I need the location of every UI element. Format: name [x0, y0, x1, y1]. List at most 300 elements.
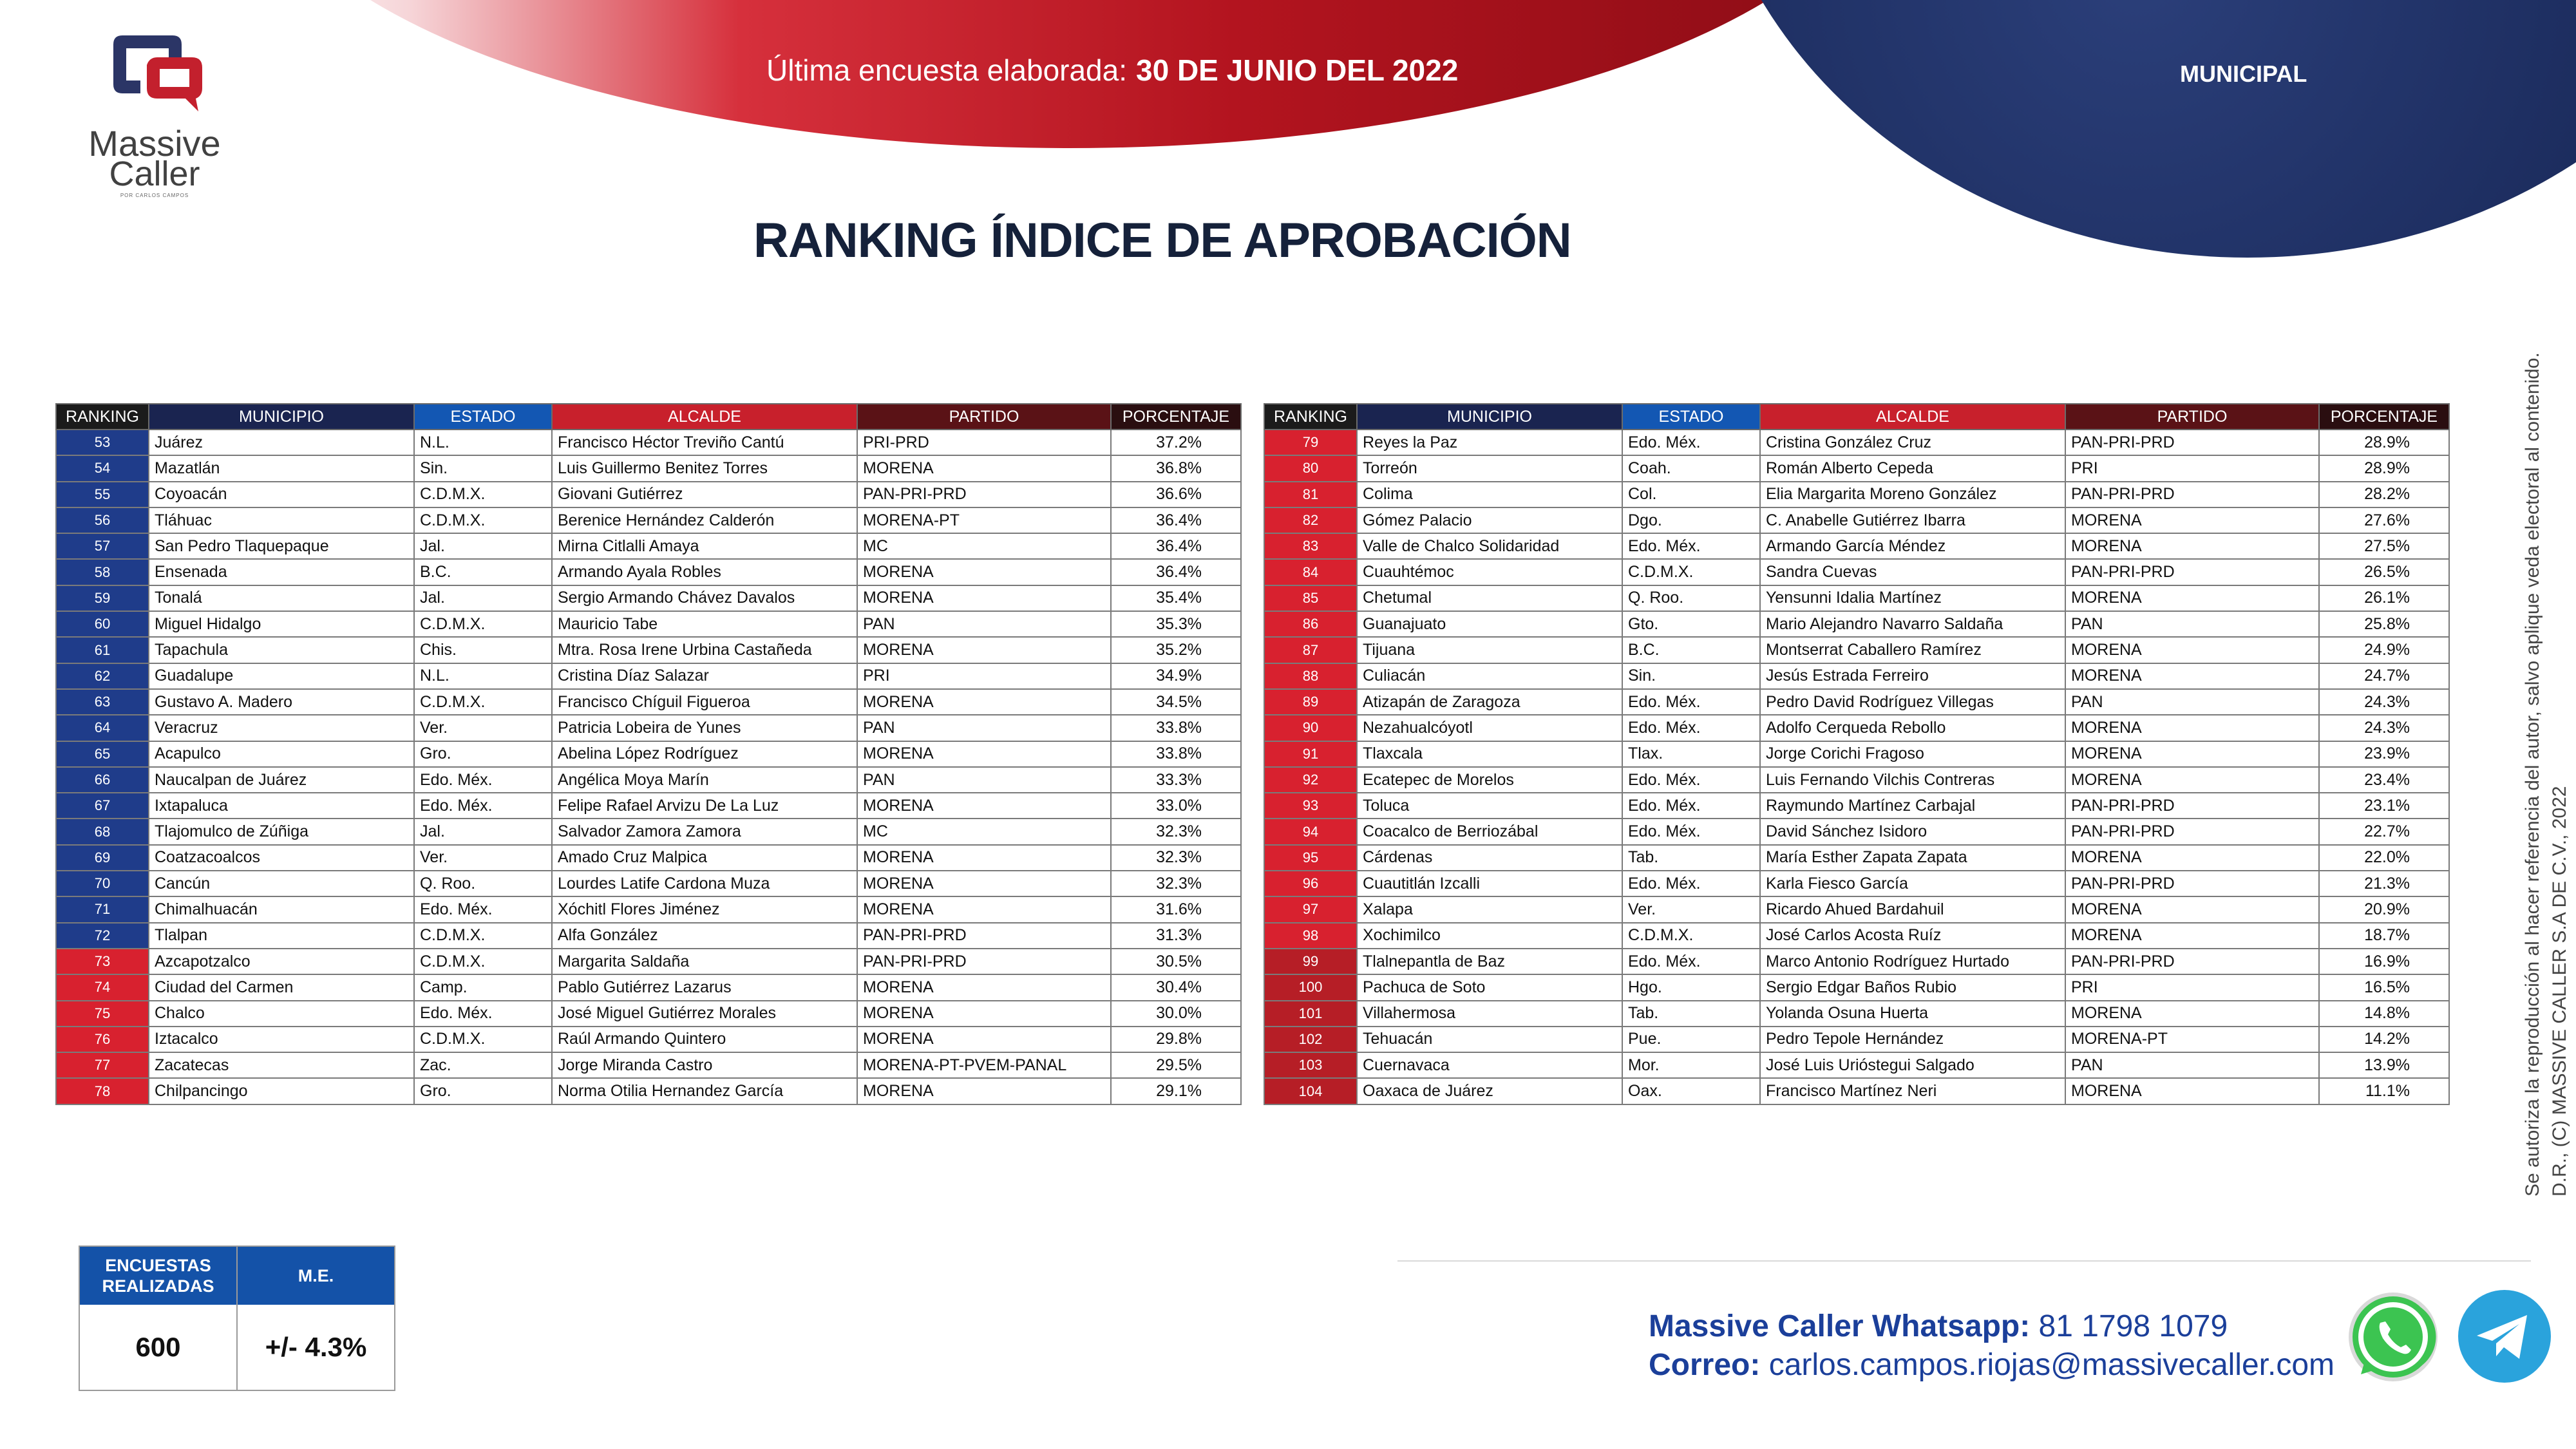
municipio-cell: Chalco — [149, 1001, 414, 1027]
municipio-cell: Villahermosa — [1357, 1001, 1622, 1027]
municipio-cell: Oaxaca de Juárez — [1357, 1078, 1622, 1104]
col-porcentaje-header: PORCENTAJE — [1111, 404, 1241, 430]
porcentaje-cell: 16.5% — [2319, 974, 2449, 1000]
municipio-cell: Tlalpan — [149, 923, 414, 949]
table-row — [1264, 1001, 2449, 1027]
porcentaje-cell: 35.2% — [1111, 637, 1241, 663]
rank-cell: 69 — [56, 845, 149, 871]
porcentaje-cell: 24.9% — [2319, 637, 2449, 663]
rank-cell: 78 — [56, 1078, 149, 1104]
municipio-cell: Veracruz — [149, 715, 414, 741]
table-row — [56, 611, 1241, 637]
municipio-cell: Chetumal — [1357, 585, 1622, 611]
rank-cell: 91 — [1264, 741, 1357, 767]
municipio-cell: San Pedro Tlaquepaque — [149, 533, 414, 559]
rank-cell: 96 — [1264, 871, 1357, 896]
contact-info — [1649, 1307, 2334, 1385]
municipio-cell: Juárez — [149, 430, 414, 455]
alcalde-cell: Mirna Citlalli Amaya — [552, 533, 857, 559]
survey-date: 30 DE JUNIO DEL 2022 — [1136, 53, 1459, 87]
partido-cell: MORENA — [857, 845, 1111, 871]
alcalde-cell: María Esther Zapata Zapata — [1760, 845, 2065, 871]
alcalde-cell: Francisco Martínez Neri — [1760, 1078, 2065, 1104]
rank-cell: 58 — [56, 559, 149, 585]
rank-cell: 100 — [1264, 974, 1357, 1000]
alcalde-cell: Raúl Armando Quintero — [552, 1027, 857, 1052]
partido-cell: PAN — [2065, 1052, 2319, 1078]
table-row — [1264, 637, 2449, 663]
municipio-cell: Chimalhuacán — [149, 896, 414, 922]
margin-error-value: +/- 4.3% — [236, 1305, 394, 1390]
rank-cell: 82 — [1264, 507, 1357, 533]
alcalde-cell: Luis Guillermo Benitez Torres — [552, 455, 857, 481]
municipio-cell: Ensenada — [149, 559, 414, 585]
porcentaje-cell: 14.8% — [2319, 1001, 2449, 1027]
telegram-icon[interactable] — [2458, 1289, 2552, 1383]
rank-cell: 64 — [56, 715, 149, 741]
table-row — [56, 767, 1241, 793]
porcentaje-cell: 18.7% — [2319, 923, 2449, 949]
rank-cell: 56 — [56, 507, 149, 533]
alcalde-cell: Armando García Méndez — [1760, 533, 2065, 559]
rank-cell: 83 — [1264, 533, 1357, 559]
rank-cell: 55 — [56, 482, 149, 507]
table-row — [56, 949, 1241, 974]
rank-cell: 99 — [1264, 949, 1357, 974]
porcentaje-cell: 37.2% — [1111, 430, 1241, 455]
alcalde-cell: Jesús Estrada Ferreiro — [1760, 663, 2065, 689]
municipio-cell: Acapulco — [149, 741, 414, 767]
estado-cell: Tab. — [1622, 1001, 1760, 1027]
whatsapp-label: Massive Caller Whatsapp: — [1649, 1309, 2031, 1343]
municipio-cell: Pachuca de Soto — [1357, 974, 1622, 1000]
rank-cell: 68 — [56, 819, 149, 844]
municipio-cell: Cuauhtémoc — [1357, 559, 1622, 585]
rank-cell: 87 — [1264, 637, 1357, 663]
alcalde-cell: Giovani Gutiérrez — [552, 482, 857, 507]
partido-cell: MORENA — [2065, 1078, 2319, 1104]
municipio-cell: Tijuana — [1357, 637, 1622, 663]
alcalde-cell: Mauricio Tabe — [552, 611, 857, 637]
porcentaje-cell: 36.4% — [1111, 507, 1241, 533]
estado-cell: Jal. — [414, 533, 552, 559]
partido-cell: MORENA — [2065, 1001, 2319, 1027]
partido-cell: PAN-PRI-PRD — [2065, 482, 2319, 507]
porcentaje-cell: 20.9% — [2319, 896, 2449, 922]
logo-mark-icon — [102, 32, 205, 115]
rank-cell: 84 — [1264, 559, 1357, 585]
estado-cell: Camp. — [414, 974, 552, 1000]
porcentaje-cell: 26.1% — [2319, 585, 2449, 611]
whatsapp-icon[interactable] — [2342, 1285, 2445, 1388]
rank-cell: 98 — [1264, 923, 1357, 949]
whatsapp-number[interactable]: 81 1798 1079 — [2038, 1309, 2228, 1343]
alcalde-cell: Margarita Saldaña — [552, 949, 857, 974]
municipio-cell: Tehuacán — [1357, 1027, 1622, 1052]
porcentaje-cell: 32.3% — [1111, 845, 1241, 871]
estado-cell: Zac. — [414, 1052, 552, 1078]
municipio-cell: Azcapotzalco — [149, 949, 414, 974]
partido-cell: PRI — [2065, 974, 2319, 1000]
municipio-cell: Cuautitlán Izcalli — [1357, 871, 1622, 896]
porcentaje-cell: 24.7% — [2319, 663, 2449, 689]
table-row — [56, 1001, 1241, 1027]
municipio-cell: Tonalá — [149, 585, 414, 611]
municipio-cell: Guadalupe — [149, 663, 414, 689]
porcentaje-cell: 36.4% — [1111, 533, 1241, 559]
municipio-cell: Mazatlán — [149, 455, 414, 481]
disclaimer-line-2: D.R., (C) MASSIVE CALLER S.A DE C.V., 2022 — [2549, 786, 2570, 1197]
alcalde-cell: Elia Margarita Moreno González — [1760, 482, 2065, 507]
porcentaje-cell: 25.8% — [2319, 611, 2449, 637]
alcalde-cell: Amado Cruz Malpica — [552, 845, 857, 871]
table-row — [1264, 949, 2449, 974]
partido-cell: PAN-PRI-PRD — [857, 923, 1111, 949]
partido-cell: PAN-PRI-PRD — [2065, 819, 2319, 844]
table-row — [56, 819, 1241, 844]
table-row — [56, 923, 1241, 949]
rank-cell: 92 — [1264, 767, 1357, 793]
porcentaje-cell: 33.8% — [1111, 715, 1241, 741]
alcalde-cell: José Carlos Acosta Ruíz — [1760, 923, 2065, 949]
alcalde-cell: Pedro David Rodríguez Villegas — [1760, 689, 2065, 715]
estado-cell: Sin. — [414, 455, 552, 481]
estado-cell: C.D.M.X. — [414, 482, 552, 507]
partido-cell: MORENA — [857, 974, 1111, 1000]
estado-cell: Dgo. — [1622, 507, 1760, 533]
table-row — [1264, 1052, 2449, 1078]
estado-cell: Edo. Méx. — [414, 896, 552, 922]
table-row — [56, 1052, 1241, 1078]
rank-cell: 67 — [56, 793, 149, 819]
header-navy-shape — [1700, 0, 2576, 258]
table-row — [56, 1078, 1241, 1104]
porcentaje-cell: 33.3% — [1111, 767, 1241, 793]
partido-cell: PAN-PRI-PRD — [857, 482, 1111, 507]
municipio-cell: Valle de Chalco Solidaridad — [1357, 533, 1622, 559]
rank-cell: 75 — [56, 1001, 149, 1027]
partido-cell: MORENA — [857, 871, 1111, 896]
alcalde-cell: Adolfo Cerqueda Rebollo — [1760, 715, 2065, 741]
estado-cell: B.C. — [414, 559, 552, 585]
col-alcalde-header: ALCALDE — [1760, 404, 2065, 430]
partido-cell: MORENA — [857, 559, 1111, 585]
margin-error-label: M.E. — [236, 1247, 394, 1305]
rank-cell: 71 — [56, 896, 149, 922]
alcalde-cell: Francisco Héctor Treviño Cantú — [552, 430, 857, 455]
logo-title: Massive — [88, 123, 221, 164]
estado-cell: Oax. — [1622, 1078, 1760, 1104]
partido-cell: MORENA — [2065, 923, 2319, 949]
alcalde-cell: Román Alberto Cepeda — [1760, 455, 2065, 481]
alcalde-cell: Salvador Zamora Zamora — [552, 819, 857, 844]
estado-cell: C.D.M.X. — [414, 949, 552, 974]
municipio-cell: Tláhuac — [149, 507, 414, 533]
estado-cell: Gro. — [414, 741, 552, 767]
rank-cell: 86 — [1264, 611, 1357, 637]
municipio-cell: Toluca — [1357, 793, 1622, 819]
partido-cell: MORENA — [857, 1027, 1111, 1052]
copyright-disclaimer — [2519, 282, 2573, 1197]
estado-cell: C.D.M.X. — [414, 923, 552, 949]
table-row — [1264, 793, 2449, 819]
table-row — [56, 663, 1241, 689]
municipio-cell: Miguel Hidalgo — [149, 611, 414, 637]
estado-cell: Gro. — [414, 1078, 552, 1104]
alcalde-cell: Jorge Corichi Fragoso — [1760, 741, 2065, 767]
alcalde-cell: Yolanda Osuna Huerta — [1760, 1001, 2065, 1027]
estado-cell: Edo. Méx. — [1622, 871, 1760, 896]
alcalde-cell: Sergio Edgar Baños Rubio — [1760, 974, 2065, 1000]
rank-cell: 74 — [56, 974, 149, 1000]
partido-cell: MORENA — [857, 1001, 1111, 1027]
estado-cell: Ver. — [1622, 896, 1760, 922]
estado-cell: C.D.M.X. — [414, 611, 552, 637]
municipio-cell: Xalapa — [1357, 896, 1622, 922]
rank-cell: 54 — [56, 455, 149, 481]
porcentaje-cell: 36.4% — [1111, 559, 1241, 585]
estado-cell: Edo. Méx. — [1622, 533, 1760, 559]
municipio-cell: Cárdenas — [1357, 845, 1622, 871]
alcalde-cell: Francisco Chíguil Figueroa — [552, 689, 857, 715]
porcentaje-cell: 13.9% — [2319, 1052, 2449, 1078]
alcalde-cell: Pedro Tepole Hernández — [1760, 1027, 2065, 1052]
table-row — [56, 741, 1241, 767]
header-survey-date — [766, 53, 1458, 88]
municipio-cell: Atizapán de Zaragoza — [1357, 689, 1622, 715]
table-row — [56, 715, 1241, 741]
estado-cell: Chis. — [414, 637, 552, 663]
estado-cell: C.D.M.X. — [414, 507, 552, 533]
col-partido-header: PARTIDO — [2065, 404, 2319, 430]
porcentaje-cell: 26.5% — [2319, 559, 2449, 585]
estado-cell: Edo. Méx. — [414, 767, 552, 793]
porcentaje-cell: 16.9% — [2319, 949, 2449, 974]
rank-cell: 65 — [56, 741, 149, 767]
table-row — [1264, 923, 2449, 949]
table-row — [1264, 715, 2449, 741]
porcentaje-cell: 33.8% — [1111, 741, 1241, 767]
table-row — [1264, 845, 2449, 871]
table-row — [1264, 559, 2449, 585]
estado-cell: Ver. — [414, 845, 552, 871]
email-link[interactable]: carlos.campos.riojas@massivecaller.com — [1768, 1348, 2335, 1382]
partido-cell: MORENA — [857, 896, 1111, 922]
table-row — [56, 974, 1241, 1000]
partido-cell: MORENA — [2065, 715, 2319, 741]
ranking-table-left — [55, 403, 1242, 1105]
estado-cell: Gto. — [1622, 611, 1760, 637]
estado-cell: Mor. — [1622, 1052, 1760, 1078]
rank-cell: 80 — [1264, 455, 1357, 481]
col-estado-header: ESTADO — [1622, 404, 1760, 430]
massive-caller-logo — [77, 29, 232, 196]
municipio-cell: Nezahualcóyotl — [1357, 715, 1622, 741]
section-label: MUNICIPAL — [2180, 61, 2307, 87]
estado-cell: Ver. — [414, 715, 552, 741]
estado-cell: Edo. Méx. — [1622, 689, 1760, 715]
table-row — [1264, 974, 2449, 1000]
alcalde-cell: Marco Antonio Rodríguez Hurtado — [1760, 949, 2065, 974]
estado-cell: Col. — [1622, 482, 1760, 507]
alcalde-cell: Berenice Hernández Calderón — [552, 507, 857, 533]
estado-cell: Hgo. — [1622, 974, 1760, 1000]
table-row — [1264, 507, 2449, 533]
rank-cell: 61 — [56, 637, 149, 663]
municipio-cell: Xochimilco — [1357, 923, 1622, 949]
estado-cell: Pue. — [1622, 1027, 1760, 1052]
municipio-cell: Tlaxcala — [1357, 741, 1622, 767]
alcalde-cell: C. Anabelle Gutiérrez Ibarra — [1760, 507, 2065, 533]
estado-cell: C.D.M.X. — [414, 689, 552, 715]
col-ranking-header: RANKING — [56, 404, 149, 430]
alcalde-cell: Norma Otilia Hernandez García — [552, 1078, 857, 1104]
rank-cell: 104 — [1264, 1078, 1357, 1104]
table-row — [1264, 896, 2449, 922]
municipio-cell: Naucalpan de Juárez — [149, 767, 414, 793]
partido-cell: PAN — [2065, 611, 2319, 637]
municipio-cell: Ciudad del Carmen — [149, 974, 414, 1000]
partido-cell: PAN — [857, 715, 1111, 741]
col-estado-header: ESTADO — [414, 404, 552, 430]
rank-cell: 70 — [56, 871, 149, 896]
porcentaje-cell: 27.6% — [2319, 507, 2449, 533]
estado-cell: Edo. Méx. — [414, 793, 552, 819]
survey-count-value: 600 — [135, 1332, 181, 1362]
partido-cell: PAN-PRI-PRD — [2065, 949, 2319, 974]
porcentaje-cell: 24.3% — [2319, 715, 2449, 741]
municipio-cell: Ecatepec de Morelos — [1357, 767, 1622, 793]
col-ranking-header: RANKING — [1264, 404, 1357, 430]
alcalde-cell: David Sánchez Isidoro — [1760, 819, 2065, 844]
partido-cell: MORENA — [2065, 533, 2319, 559]
table-row — [1264, 689, 2449, 715]
table-row — [1264, 1078, 2449, 1104]
partido-cell: PAN — [857, 767, 1111, 793]
rank-cell: 76 — [56, 1027, 149, 1052]
alcalde-cell: Cristina Díaz Salazar — [552, 663, 857, 689]
estado-cell: Coah. — [1622, 455, 1760, 481]
partido-cell: PRI — [2065, 455, 2319, 481]
alcalde-cell: Luis Fernando Vilchis Contreras — [1760, 767, 2065, 793]
estado-cell: Edo. Méx. — [1622, 430, 1760, 455]
partido-cell: MORENA — [2065, 767, 2319, 793]
estado-cell: Q. Roo. — [1622, 585, 1760, 611]
rank-cell: 72 — [56, 923, 149, 949]
porcentaje-cell: 27.5% — [2319, 533, 2449, 559]
survey-label: Última encuesta elaborada: — [766, 53, 1127, 87]
footer-divider — [1397, 1260, 2531, 1262]
porcentaje-cell: 29.1% — [1111, 1078, 1241, 1104]
estado-cell: C.D.M.X. — [1622, 923, 1760, 949]
porcentaje-cell: 34.9% — [1111, 663, 1241, 689]
survey-count-label: ENCUESTAS REALIZADAS — [102, 1255, 214, 1296]
survey-summary-box — [79, 1245, 395, 1391]
partido-cell: MORENA-PT — [2065, 1027, 2319, 1052]
partido-cell: MORENA — [857, 793, 1111, 819]
table-row — [1264, 482, 2449, 507]
estado-cell: Sin. — [1622, 663, 1760, 689]
estado-cell: Edo. Méx. — [414, 1001, 552, 1027]
rank-cell: 79 — [1264, 430, 1357, 455]
table-row — [56, 559, 1241, 585]
rank-cell: 53 — [56, 430, 149, 455]
estado-cell: Edo. Méx. — [1622, 767, 1760, 793]
rank-cell: 89 — [1264, 689, 1357, 715]
alcalde-cell: Yensunni Idalia Martínez — [1760, 585, 2065, 611]
alcalde-cell: Cristina González Cruz — [1760, 430, 2065, 455]
table-row — [56, 896, 1241, 922]
table-row — [56, 1027, 1241, 1052]
estado-cell: N.L. — [414, 663, 552, 689]
porcentaje-cell: 35.3% — [1111, 611, 1241, 637]
estado-cell: C.D.M.X. — [1622, 559, 1760, 585]
rank-cell: 62 — [56, 663, 149, 689]
table-header-row — [1264, 404, 2449, 430]
alcalde-cell: Sandra Cuevas — [1760, 559, 2065, 585]
estado-cell: Edo. Méx. — [1622, 715, 1760, 741]
municipio-cell: Gustavo A. Madero — [149, 689, 414, 715]
municipio-cell: Tlalnepantla de Baz — [1357, 949, 1622, 974]
email-label: Correo: — [1649, 1348, 1761, 1382]
alcalde-cell: Sergio Armando Chávez Davalos — [552, 585, 857, 611]
table-row — [1264, 585, 2449, 611]
municipio-cell: Chilpancingo — [149, 1078, 414, 1104]
municipio-cell: Tlajomulco de Zúñiga — [149, 819, 414, 844]
porcentaje-cell: 30.5% — [1111, 949, 1241, 974]
rank-cell: 81 — [1264, 482, 1357, 507]
estado-cell: Edo. Méx. — [1622, 819, 1760, 844]
porcentaje-cell: 24.3% — [2319, 689, 2449, 715]
municipio-cell: Cuernavaca — [1357, 1052, 1622, 1078]
rank-cell: 73 — [56, 949, 149, 974]
table-row — [1264, 455, 2449, 481]
porcentaje-cell: 23.1% — [2319, 793, 2449, 819]
table-row — [56, 533, 1241, 559]
municipio-cell: Torreón — [1357, 455, 1622, 481]
alcalde-cell: Armando Ayala Robles — [552, 559, 857, 585]
estado-cell: Tlax. — [1622, 741, 1760, 767]
alcalde-cell: José Luis Urióstegui Salgado — [1760, 1052, 2065, 1078]
table-row — [56, 455, 1241, 481]
partido-cell: MORENA — [857, 637, 1111, 663]
partido-cell: PAN-PRI-PRD — [2065, 559, 2319, 585]
logo-tagline: POR CARLOS CAMPOS — [120, 193, 189, 198]
rank-cell: 85 — [1264, 585, 1357, 611]
estado-cell: Jal. — [414, 585, 552, 611]
municipio-cell: Gómez Palacio — [1357, 507, 1622, 533]
porcentaje-cell: 32.3% — [1111, 871, 1241, 896]
porcentaje-cell: 35.4% — [1111, 585, 1241, 611]
porcentaje-cell: 29.5% — [1111, 1052, 1241, 1078]
alcalde-cell: Karla Fiesco García — [1760, 871, 2065, 896]
table-row — [1264, 430, 2449, 455]
partido-cell: MORENA — [2065, 741, 2319, 767]
porcentaje-cell: 28.9% — [2319, 455, 2449, 481]
rank-cell: 90 — [1264, 715, 1357, 741]
table-row — [56, 430, 1241, 455]
rank-cell: 97 — [1264, 896, 1357, 922]
logo-subtitle: Caller — [109, 155, 200, 193]
disclaimer-line-1: Se autoriza la reproducción al hacer referencia del autor, salvo aplique veda electoral al contenido. — [2522, 352, 2543, 1197]
municipio-cell: Colima — [1357, 482, 1622, 507]
rank-cell: 103 — [1264, 1052, 1357, 1078]
rank-cell: 88 — [1264, 663, 1357, 689]
page-title: RANKING ÍNDICE DE APROBACIÓN — [753, 213, 1571, 268]
partido-cell: PAN — [2065, 689, 2319, 715]
partido-cell: MORENA — [2065, 845, 2319, 871]
estado-cell: C.D.M.X. — [414, 1027, 552, 1052]
